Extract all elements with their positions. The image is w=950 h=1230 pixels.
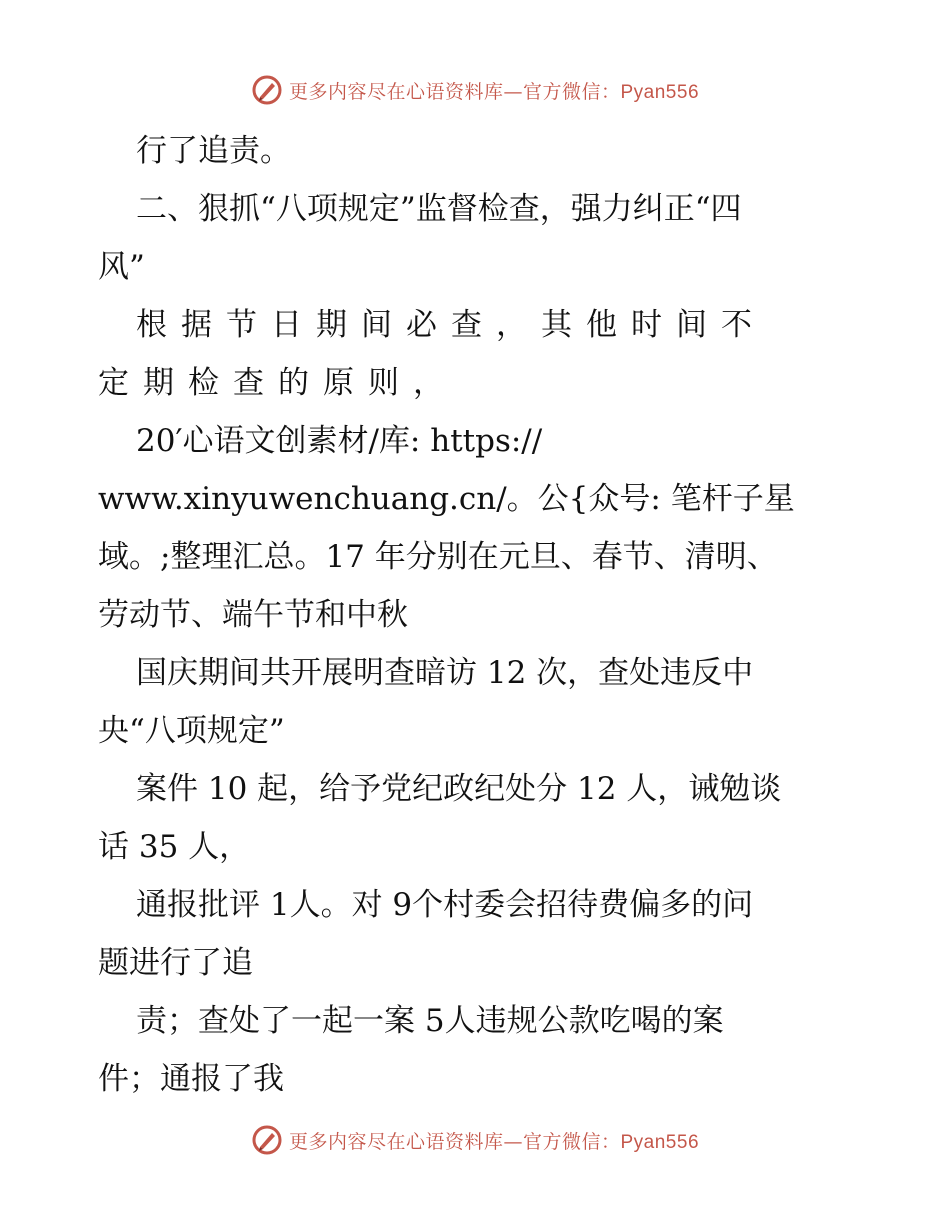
footer-wechat-id: Pyan556	[620, 1131, 700, 1153]
text-line: 件；通报了我	[98, 1061, 284, 1097]
header-banner-inner	[251, 74, 699, 106]
text-line: 风”	[98, 249, 145, 285]
text-line: 二、狠抓“八项规定”监督检查，强力纠正“四	[136, 191, 742, 227]
footer-banner-inner	[251, 1124, 699, 1156]
header-banner	[0, 70, 950, 110]
footer-banner-text	[289, 1127, 699, 1154]
text-line: 定期检查的原则，	[98, 365, 458, 401]
text-line: 责；查处了一起一案 5人违规公款吃喝的案	[136, 1003, 724, 1039]
text-line: 行了追责。	[136, 133, 291, 169]
pen-logo-icon	[251, 74, 283, 106]
text-line: 通报批评 1人。对 9个村委会招待费偏多的问	[136, 887, 754, 923]
text-line: 国庆期间共开展明查暗访 12 次，查处违反中	[136, 655, 754, 691]
pen-logo-icon	[251, 1124, 283, 1156]
text-line: 域。;整理汇总。17 年分别在元旦、春节、清明、	[98, 539, 778, 575]
footer-banner	[0, 1120, 950, 1160]
header-banner-text	[289, 77, 699, 104]
header-wechat-id: Pyan556	[620, 81, 700, 103]
text-line: 20′心语文创素材/库: https://	[136, 423, 543, 459]
text-line: 根据节日期间必查，其他时间不	[136, 307, 766, 343]
body-text	[98, 122, 858, 1108]
footer-banner-label: 更多内容尽在心语资料库—官方微信：	[288, 1130, 621, 1153]
header-banner-label: 更多内容尽在心语资料库—官方微信：	[288, 80, 621, 103]
text-line: 话 35 人，	[98, 829, 251, 865]
text-line: 央“八项规定”	[98, 713, 285, 749]
text-line: 案件 10 起，给予党纪政纪处分 12 人，诫勉谈	[136, 771, 782, 807]
text-line: 劳动节、端午节和中秋	[98, 597, 408, 633]
text-line: 题进行了追	[98, 945, 253, 981]
text-line: www.xinyuwenchuang.cn/。公{众号: 笔杆子星	[98, 481, 795, 517]
